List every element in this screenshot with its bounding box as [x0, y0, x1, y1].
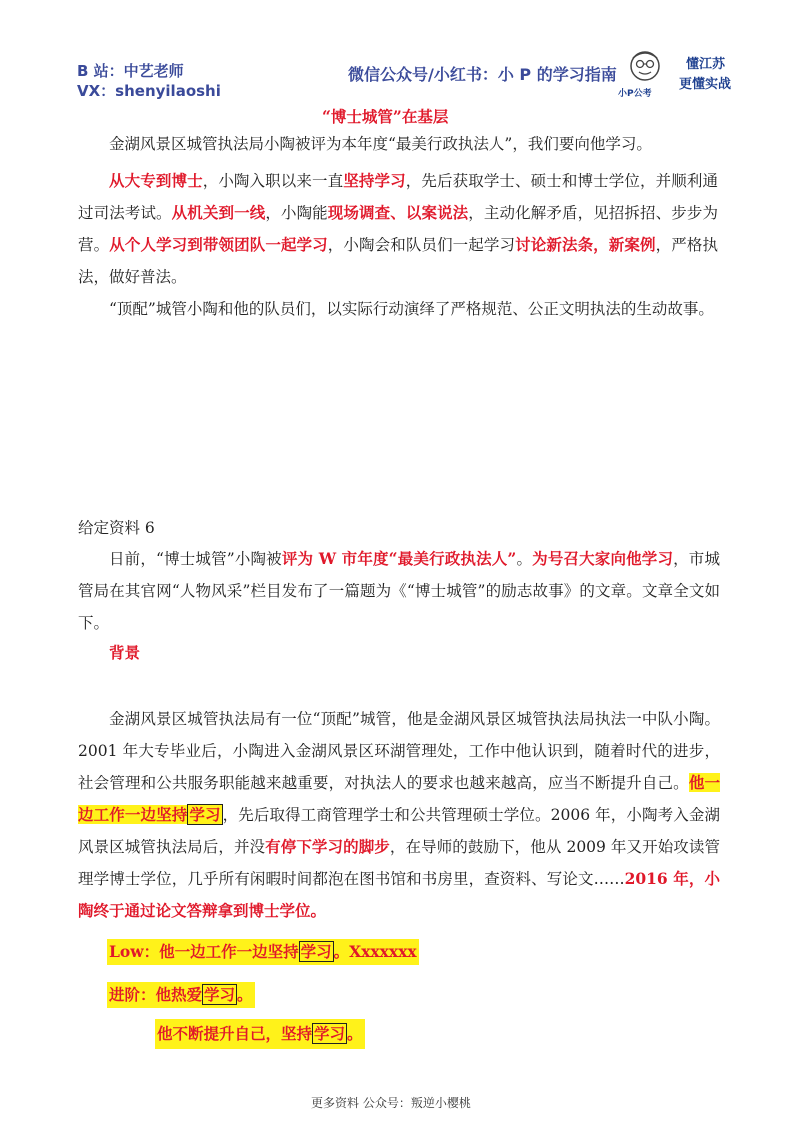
text-run: ，先后取得工商管理学士和公共管理硕士学位。2006 年，小陶考入金湖风景区城管执法局后，并没: [78, 806, 720, 856]
text-run: 。: [347, 1024, 363, 1043]
background-label: 背景: [109, 643, 141, 662]
text-run: 。Xxxxxxx: [333, 942, 417, 961]
text-run: ，小陶会和队员们一起学习: [327, 236, 516, 254]
text-run: 他一边工作一边坚持: [159, 942, 299, 961]
text-run: ，先后获取学士、硕士和博士学位，并顺利通过司法考试。: [78, 172, 718, 222]
header-center-title: 微信公众号/小红书：小 P 的学习指南: [348, 65, 617, 84]
text-run: 进阶：他热爱: [109, 985, 203, 1004]
phrase-2016-boshi: 2016 年，小陶终于通过论文答辩拿到博士学位。: [78, 869, 720, 920]
section2-paragraph-2: [78, 703, 720, 927]
boxed-xuexi: 学习: [314, 1024, 346, 1043]
phrase-pingwei: 评为 W 市年度“最美行政执法人”: [281, 549, 517, 568]
text-run: ，市城管局在其官网“人物风采”栏目发布了一篇题为《“博士城管”的励志故事》的文章。文章全文如下。: [78, 550, 720, 632]
text-run: 他一边工作一边坚持: [78, 773, 720, 824]
note-low: [107, 939, 419, 965]
text-run: ，在导师的鼓励下，他从 2009 年又开始攻读管理学博士学位，几乎所有闲暇时间都泡在图书馆和书房里，查资料、写论文……: [78, 838, 720, 888]
text-run: ，严格执法，做好普法。: [78, 236, 718, 286]
section1-paragraph-3: [78, 293, 718, 325]
note-advanced: [107, 982, 255, 1008]
logo-caption: 小P公考: [618, 89, 652, 99]
note-line3: [155, 1019, 365, 1049]
logo-line1: 懂江苏: [686, 57, 726, 72]
section1-p3-text: “顶配”城管小陶和他的队员们，以实际行动演绎了严格规范、公正文明执法的生动故事。: [109, 300, 714, 318]
section2-label: 给定资料 6: [78, 519, 155, 537]
section1-title: “博士城管”在基层: [322, 107, 449, 126]
section1-p1-text: 金湖风景区城管执法局小陶被评为本年度“最美行政执法人”，我们要向他学习。: [109, 135, 652, 153]
text-run: ，主动化解矛盾，见招拆招、步步为营。: [78, 204, 718, 254]
text-run: 。: [516, 550, 533, 568]
boxed-xuexi: 学习: [189, 805, 221, 824]
phrase-jianchi-xuexi: 坚持学习: [343, 171, 406, 190]
text-run: 。: [237, 985, 253, 1004]
text-run: 他不断提升自己，坚持: [157, 1024, 313, 1043]
header-wechat-id: VX：shenyilaoshi: [77, 82, 221, 100]
footer-text: 更多资料 公众号：叛逆小樱桃: [311, 1096, 471, 1110]
text-run: ，小陶入职以来一直: [202, 172, 344, 190]
text-run: 日前，“博士城管”小陶被: [109, 550, 282, 568]
section1-paragraph-2: [78, 165, 718, 293]
phrase-geren-tuandui: 从个人学习到带领团队一起学习: [109, 235, 328, 254]
text-run: ，小陶能: [265, 204, 328, 222]
logo-line2: 更懂实战: [679, 77, 732, 92]
phrase-dazhuan-boshi: 从大专到博士: [109, 171, 203, 190]
boxed-xuexi: 学习: [204, 985, 236, 1004]
section2-paragraph-1: [78, 543, 720, 639]
text-run: 金湖风景区城管执法局有一位“顶配”城管，他是金湖风景区城管执法局执法一中队小陶。2001 年大专毕业后，小陶进入金湖风景区环湖管理处，工作中他认识到，随着时代的进步，社会管理和公共服务职能越来越重要，对执法人的要求也越来越高，应当不断提升自己。: [78, 710, 720, 792]
phrase-xin-fatiao: 讨论新法条，新案例: [515, 235, 656, 254]
phrase-jiguan-yixian: 从机关到一线: [171, 203, 266, 222]
phrase-haozhao: 为号召大家向他学习: [532, 549, 674, 568]
phrase-xianchang-diaocha: 现场调查、以案说法: [327, 203, 469, 222]
boxed-xuexi: 学习: [300, 942, 332, 961]
header-bilibili: B 站：中艺老师: [77, 62, 184, 80]
text-run: Low：: [109, 942, 160, 961]
phrase-meiyou-tingxia: 有停下学习的脚步: [265, 837, 390, 856]
section1-paragraph-1: [78, 128, 718, 160]
